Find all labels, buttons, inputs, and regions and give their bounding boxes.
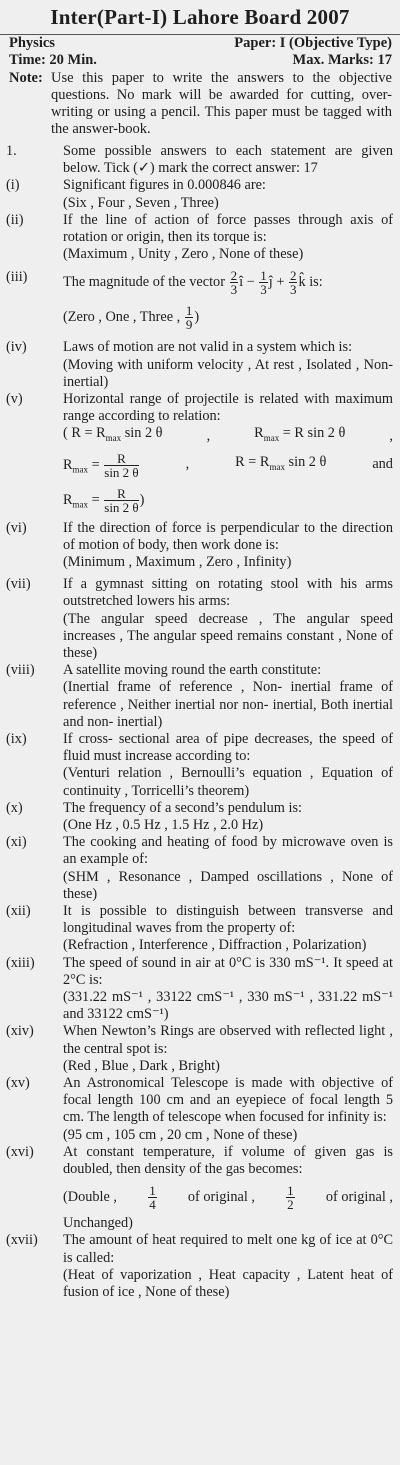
item-text: The speed of sound in air at 0°C is 330 mS⁻¹. It speed at 2°C is: — [63, 954, 393, 988]
question-item — [0, 955, 400, 1024]
item-number: (iv) — [6, 339, 27, 356]
question-item — [0, 903, 400, 955]
question-item — [0, 834, 400, 903]
item-text: The amount of heat required to melt one kg of ice at 0°C is called: — [63, 1232, 393, 1266]
fraction: $\frac{R}{\sin 2 \theta}$ — [104, 485, 139, 515]
question-item — [0, 731, 400, 800]
note-text: Use this paper to write the answers to the objective questions. No mark will be awarded for cutting, over-writing or using a pencil. This paper must be tagged with the answer-book. — [51, 70, 392, 137]
note — [0, 70, 400, 138]
item-number: (xvi) — [6, 1143, 34, 1160]
question-item — [0, 800, 400, 834]
fraction: $\frac{1}{3}$ — [260, 268, 267, 298]
item-options[interactable]: (Maximum , Unity , Zero , None of these) — [63, 246, 304, 263]
paper-title: Inter(Part-I) Lahore Board 2007 — [0, 0, 400, 35]
header-row-1 — [0, 35, 400, 52]
question-item — [0, 662, 400, 731]
item-text: At constant temperature, if volume of given gas is doubled, then density of the gas becomes: — [63, 1143, 393, 1178]
item-options[interactable]: (Double , $\frac{1}{4}$ of original , $\frac{1}{2}$ of original , — [63, 1183, 393, 1213]
fraction: $\frac{1}{4}$ — [149, 1183, 156, 1213]
item-text: It is possible to distinguish between transverse and longitudinal waves from the property of: — [63, 902, 393, 937]
item-number: (xi) — [6, 834, 27, 851]
item-number: (iii) — [6, 269, 28, 286]
item-text: Laws of motion are not valid in a system which is: — [63, 339, 353, 356]
item-number: (xv) — [6, 1075, 30, 1091]
item-text: The magnitude of the vector $\frac{2}{3}$ î − $\frac{1}{3}$ ĵ + $\frac{2}{3}$ k̂ is: — [63, 268, 323, 298]
paper-type: Paper: I (Objective Type) — [234, 35, 392, 51]
question-item — [0, 339, 400, 391]
item-options[interactable]: (Inertial frame of reference , Non- inertial frame of reference , Neither inertial nor non- inertial, Both inertial and non- inertial) — [63, 679, 393, 730]
item-options[interactable]: (Red , Blue , Dark , Bright) — [63, 1057, 220, 1074]
time-allowed: Time: 20 Min. — [9, 52, 97, 68]
item-number: (vii) — [6, 576, 31, 593]
question-number: 1. — [6, 143, 17, 159]
question-text: Some possible answers to each statement are given below. Tick (✓) mark the correct answer: 17 — [63, 143, 393, 177]
item-text: When Newton’s Rings are observed with reflected light , the central spot is: — [63, 1023, 393, 1057]
item-options[interactable]: (Refraction , Interference , Diffraction , Polarization) — [63, 937, 367, 954]
question-item — [0, 177, 400, 211]
item-options[interactable]: (Six , Four , Seven , Three) — [63, 194, 219, 211]
item-number: (xii) — [6, 902, 31, 919]
question-item — [0, 1232, 400, 1301]
fraction: $\frac{2}{3}$ — [230, 268, 238, 298]
item-options[interactable]: Unchanged) — [63, 1215, 133, 1232]
item-number: (ii) — [6, 211, 24, 228]
question-item — [0, 520, 400, 572]
item-options[interactable]: ( $R = R_{max}$ sin 2 θ , $R_{max} = R$ sin 2 θ , — [63, 425, 393, 444]
item-text: The frequency of a second’s pendulum is: — [63, 799, 303, 816]
question-item — [0, 576, 400, 662]
item-options[interactable]: (One Hz , 0.5 Hz , 1.5 Hz , 2.0 Hz) — [63, 816, 264, 833]
question-item — [0, 1023, 400, 1075]
header-row-2 — [0, 52, 400, 69]
subject: Physics — [9, 35, 55, 51]
item-number: (i) — [6, 177, 20, 194]
item-options[interactable]: (Zero , One , Three , $\frac{1}{9}$ ) — [63, 303, 200, 333]
fraction: $\frac{1}{9}$ — [185, 303, 193, 333]
item-options[interactable]: $R_{max}$ = $\frac{R}{\sin 2 \theta}$ , $R = R_{max}$ sin 2 θ and — [63, 450, 393, 480]
fraction: $\frac{R}{\sin 2 \theta}$ — [104, 450, 139, 480]
question-item — [0, 212, 400, 264]
question-item — [0, 1075, 400, 1144]
item-options[interactable]: (Moving with uniform velocity , At rest , Isolated , Non-inertial) — [63, 356, 393, 390]
item-options[interactable]: (SHM , Resonance , Damped oscillations , None of these) — [63, 868, 393, 902]
item-number: (xvii) — [6, 1232, 38, 1249]
item-number: (x) — [6, 799, 23, 816]
question-item — [0, 1144, 400, 1233]
item-text: An Astronomical Telescope is made with objective of focal length 100 cm and an eyepiece of focal length 5 cm. The length of telescope when focused for infinity is: — [63, 1075, 393, 1126]
note-label: Note: — [9, 70, 43, 86]
fraction: $\frac{1}{2}$ — [287, 1183, 294, 1213]
max-marks: Max. Marks: 17 — [292, 52, 392, 68]
question-item — [0, 269, 400, 331]
item-number: (ix) — [6, 730, 27, 747]
item-text: If the line of action of force passes through axis of rotation or origin, then its torque is: — [63, 211, 393, 246]
item-options[interactable]: $R_{max}$ = $\frac{R}{\sin 2 \theta}$ ) — [63, 485, 145, 515]
item-text: If a gymnast sitting on rotating stool with his arms outstretched lowers his arms: — [63, 576, 393, 610]
item-text: Significant figures in 0.000846 are: — [63, 177, 266, 194]
item-options[interactable]: (The angular speed decrease , The angular speed increases , The angular speed remains constant , None of these) — [63, 610, 393, 661]
item-number: (vi) — [6, 519, 27, 536]
question-item — [0, 391, 400, 513]
item-options[interactable]: (331.22 mS⁻¹ , 33122 cmS⁻¹ , 330 mS⁻¹ , 331.22 mS⁻¹ and 33122 cmS⁻¹) — [63, 988, 393, 1023]
fraction: $\frac{2}{3}$ — [289, 268, 297, 298]
item-number: (v) — [6, 391, 23, 408]
item-options[interactable]: (95 cm , 105 cm , 20 cm , None of these) — [63, 1126, 298, 1143]
item-text: The cooking and heating of food by microwave oven is an example of: — [63, 834, 393, 868]
item-number: (xiv) — [6, 1023, 34, 1040]
item-text: A satellite moving round the earth constitute: — [63, 662, 322, 679]
item-options[interactable]: (Heat of vaporization , Heat capacity , Latent heat of fusion of ice , None of these) — [63, 1266, 393, 1301]
item-options[interactable]: (Venturi relation , Bernoulli’s equation , Equation of continuity , Torricelli’s theorem) — [63, 765, 393, 799]
item-text: If cross- sectional area of pipe decreases, the speed of fluid must increase according to: — [63, 730, 393, 765]
question-1 — [0, 143, 400, 177]
item-number: (viii) — [6, 662, 35, 679]
item-text: Horizontal range of projectile is related with maximum range according to relation: — [63, 391, 393, 425]
item-number: (xiii) — [6, 954, 35, 971]
item-text: If the direction of force is perpendicular to the direction of motion of body, then work done is: — [63, 519, 393, 553]
item-options[interactable]: (Minimum , Maximum , Zero , Infinity) — [63, 553, 292, 570]
